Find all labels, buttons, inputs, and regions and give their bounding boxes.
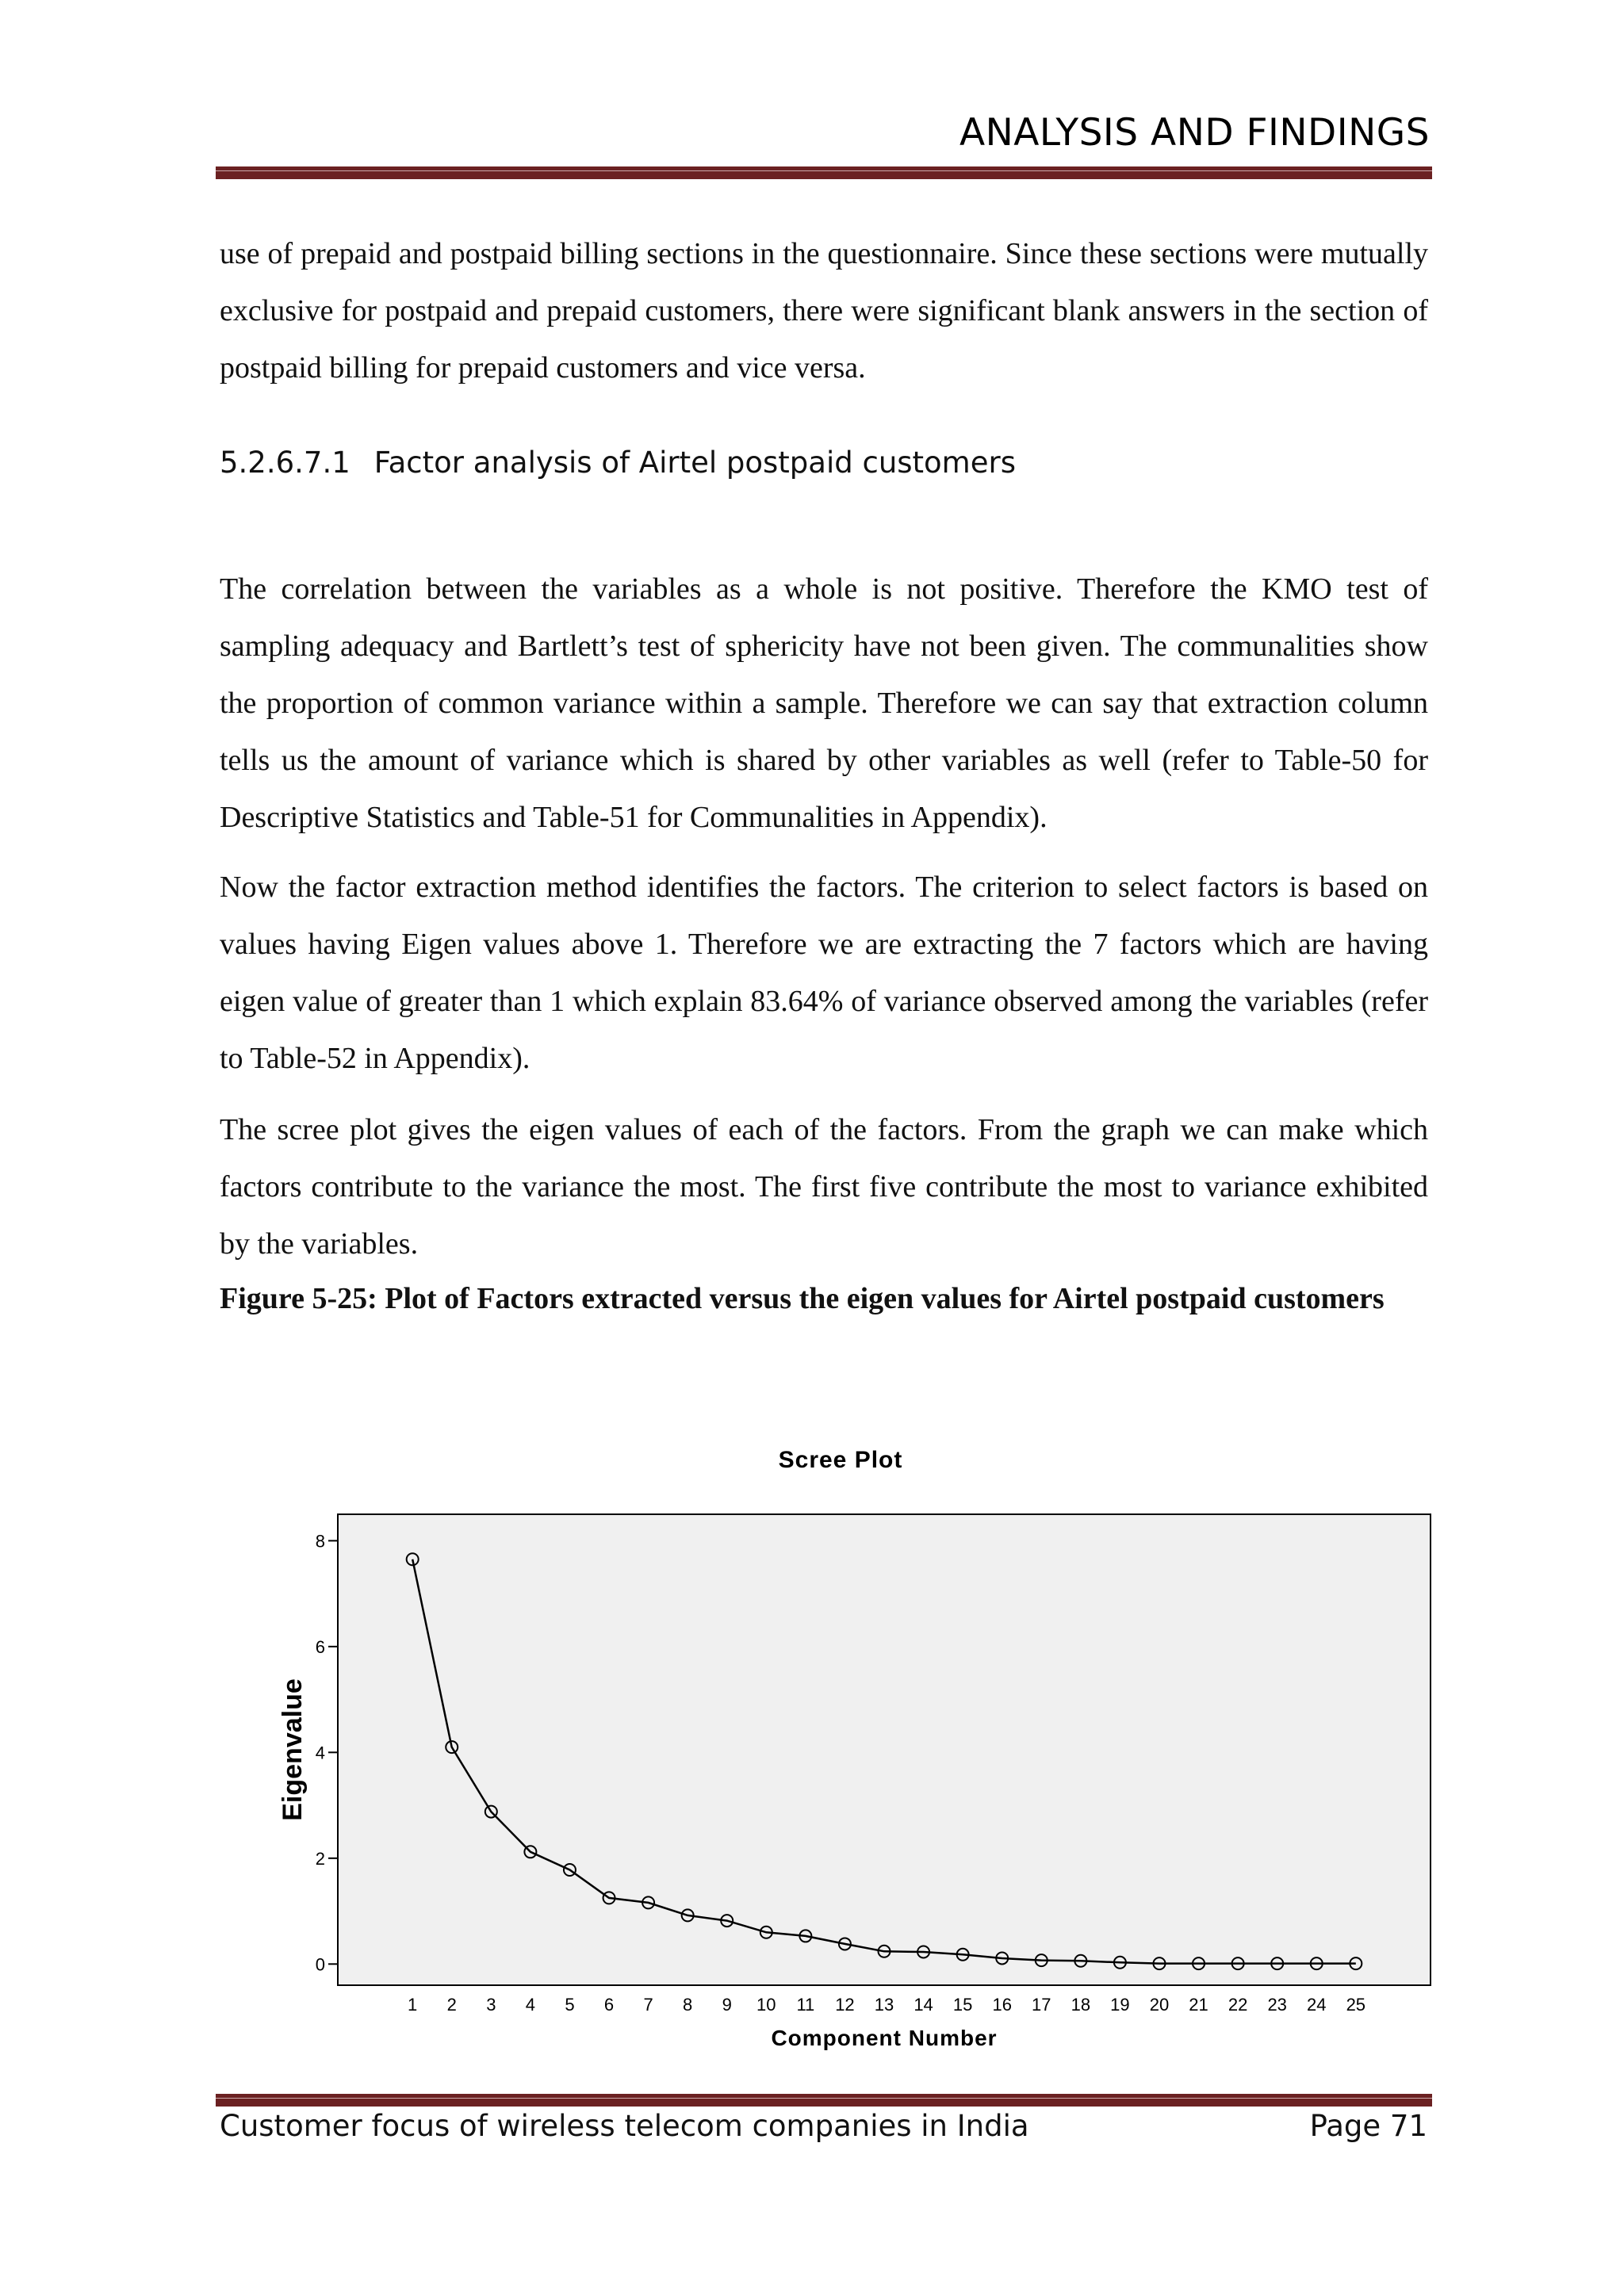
y-tick-label: 2 — [315, 1848, 325, 1869]
paragraph-billing-sections: use of prepaid and postpaid billing sections in the questionnaire. Since these sections were mutually exclusive for postpaid and prepaid customers, there were significant blank answers in the section of postpaid billing for prepaid customers and vice versa. — [220, 237, 1428, 385]
y-tick-label: 4 — [315, 1743, 325, 1763]
section-number: 5.2.6.7.1 — [220, 446, 350, 480]
page-number: Page 71 — [1309, 2109, 1427, 2143]
footer-title: Customer focus of wireless telecom companies in India — [220, 2109, 1029, 2143]
x-tick-label: 6 — [603, 1995, 615, 2015]
x-tick-label: 22 — [1228, 1995, 1248, 2015]
running-header: ANALYSIS AND FINDINGS — [959, 111, 1430, 155]
x-tick-label: 9 — [722, 1995, 732, 2015]
x-tick-label: 7 — [643, 1995, 653, 2015]
x-tick-label: 15 — [952, 1995, 973, 2015]
x-tick-label: 23 — [1267, 1995, 1287, 2015]
x-tick-label: 18 — [1071, 1995, 1091, 2015]
x-tick-label: 11 — [796, 1995, 815, 2015]
x-tick-label: 2 — [446, 1995, 457, 2015]
x-tick-label: 13 — [874, 1995, 894, 2015]
y-axis-label: Eigenvalue — [278, 1678, 308, 1821]
x-tick-label: 24 — [1307, 1995, 1327, 2015]
x-tick-label: 25 — [1346, 1995, 1366, 2015]
y-tick-label: 0 — [315, 1954, 325, 1975]
x-tick-label: 5 — [565, 1995, 575, 2015]
chart-title: Scree Plot — [778, 1447, 903, 1473]
plot-area — [338, 1514, 1431, 1985]
x-tick-label: 4 — [525, 1995, 536, 2015]
x-axis — [408, 1995, 1365, 2015]
x-tick-label: 21 — [1189, 1995, 1208, 2015]
x-tick-label: 14 — [914, 1995, 933, 2015]
x-tick-label: 16 — [992, 1995, 1012, 2015]
x-tick-label: 3 — [486, 1995, 496, 2015]
paragraph-scree-plot: The scree plot gives the eigen values of each of the factors. From the graph we can make which factors contribute to the variance the most. The first five contribute the most to variance exhibited by the variables. — [220, 1113, 1428, 1261]
footer-rule — [216, 2094, 1432, 2107]
x-tick-label: 19 — [1110, 1995, 1130, 2015]
figure-caption: Figure 5-25: Plot of Factors extracted versus the eigen values for Airtel postpaid customers — [220, 1282, 1385, 1315]
y-axis — [316, 1531, 338, 1974]
x-tick-label: 1 — [408, 1995, 418, 2015]
x-tick-label: 20 — [1149, 1995, 1170, 2015]
x-tick-label: 8 — [683, 1995, 693, 2015]
x-tick-label: 12 — [835, 1995, 855, 2015]
x-axis-label: Component Number — [771, 2026, 998, 2050]
x-tick-label: 10 — [756, 1995, 776, 2015]
x-tick-label: 17 — [1032, 1995, 1051, 2015]
section-title: Factor analysis of Airtel postpaid customers — [373, 446, 1016, 480]
y-tick-label: 8 — [315, 1531, 325, 1552]
paragraph-factor-extraction: Now the factor extraction method identifies the factors. The criterion to select factors is based on values having Eigen values above 1. Therefore we are extracting the 7 factors which are having eigen value of greater than 1 which explain 83.64% of variance observed among the variables (refer to Table-52 in Appendix). — [220, 871, 1428, 1075]
y-tick-label: 6 — [315, 1636, 325, 1657]
paragraph-correlation: The correlation between the variables as a whole is not positive. Therefore the KMO test of sampling adequacy and Bartlett’s test of sphericity have not been given. The communalities show the proportion of common variance within a sample. Therefore we can say that extraction column tells us the amount of variance which is shared by other variables as well (refer to Table-50 for Descriptive Statistics and Table-51 for Communalities in Appendix). — [220, 572, 1428, 834]
